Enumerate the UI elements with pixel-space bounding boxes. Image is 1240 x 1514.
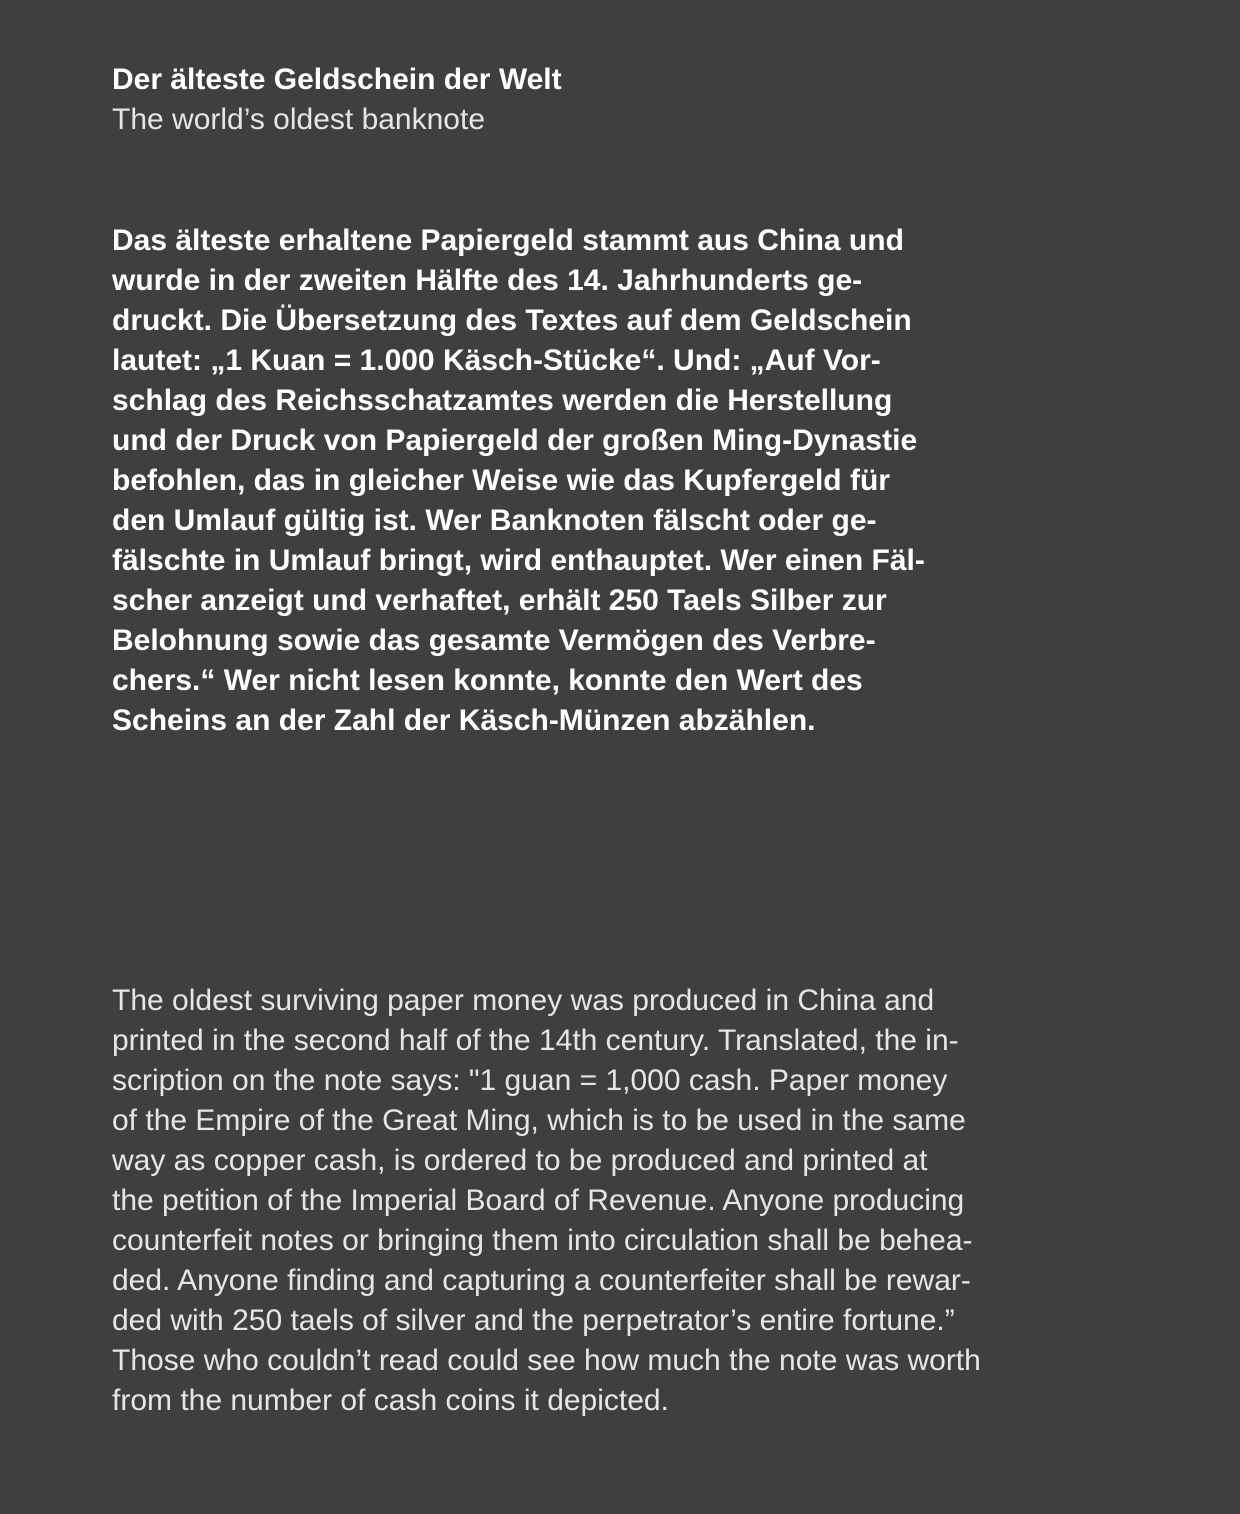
body-line-german: den Umlauf gültig ist. Wer Banknoten fälscht oder ge-: [112, 504, 877, 537]
body-line-german: Belohnung sowie das gesamte Vermögen des Verbre-: [112, 624, 876, 657]
body-line-english: The oldest surviving paper money was produced in China and: [112, 984, 935, 1017]
body-line-german: chers.“ Wer nicht lesen konnte, konnte den Wert des: [112, 664, 863, 697]
title-german: Der älteste Geldschein der Welt: [112, 63, 562, 96]
body-text-english: [112, 981, 1152, 1421]
body-line-german: scher anzeigt und verhaftet, erhält 250 Taels Silber zur: [112, 584, 887, 617]
body-line-english: way as copper cash, is ordered to be produced and printed at: [112, 1144, 928, 1177]
body-line-english: scription on the note says: "1 guan = 1,000 cash. Paper money: [112, 1064, 948, 1097]
title-english: The world’s oldest banknote: [112, 103, 486, 136]
body-line-german: Das älteste erhaltene Papiergeld stammt aus China und: [112, 224, 904, 257]
body-line-german: Scheins an der Zahl der Käsch-Münzen abzählen.: [112, 704, 816, 737]
body-line-english: counterfeit notes or bringing them into circulation shall be behea-: [112, 1224, 973, 1257]
body-line-german: lautet: „1 Kuan = 1.000 Käsch-Stücke“. Und: „Auf Vor-: [112, 344, 881, 377]
body-line-english: ded. Anyone finding and capturing a counterfeiter shall be rewar-: [112, 1264, 971, 1297]
body-line-german: wurde in der zweiten Hälfte des 14. Jahrhunderts ge-: [112, 264, 863, 297]
body-line-german: befohlen, das in gleicher Weise wie das Kupfergeld für: [112, 464, 890, 497]
body-line-english: printed in the second half of the 14th century. Translated, the in-: [112, 1024, 959, 1057]
body-line-german: fälschte in Umlauf bringt, wird enthauptet. Wer einen Fäl-: [112, 544, 925, 577]
body-line-english: the petition of the Imperial Board of Revenue. Anyone producing: [112, 1184, 965, 1217]
body-line-german: und der Druck von Papiergeld der großen Ming-Dynastie: [112, 424, 918, 457]
body-line-english: Those who couldn’t read could see how much the note was worth: [112, 1344, 981, 1377]
body-text-german: [112, 221, 1152, 741]
body-line-german: schlag des Reichsschatzamtes werden die Herstellung: [112, 384, 893, 417]
body-line-german: druckt. Die Übersetzung des Textes auf dem Geldschein: [112, 304, 912, 337]
body-line-english: ded with 250 taels of silver and the perpetrator’s entire fortune.”: [112, 1304, 955, 1337]
body-line-english: of the Empire of the Great Ming, which is to be used in the same: [112, 1104, 966, 1137]
body-line-english: from the number of cash coins it depicted.: [112, 1384, 669, 1417]
